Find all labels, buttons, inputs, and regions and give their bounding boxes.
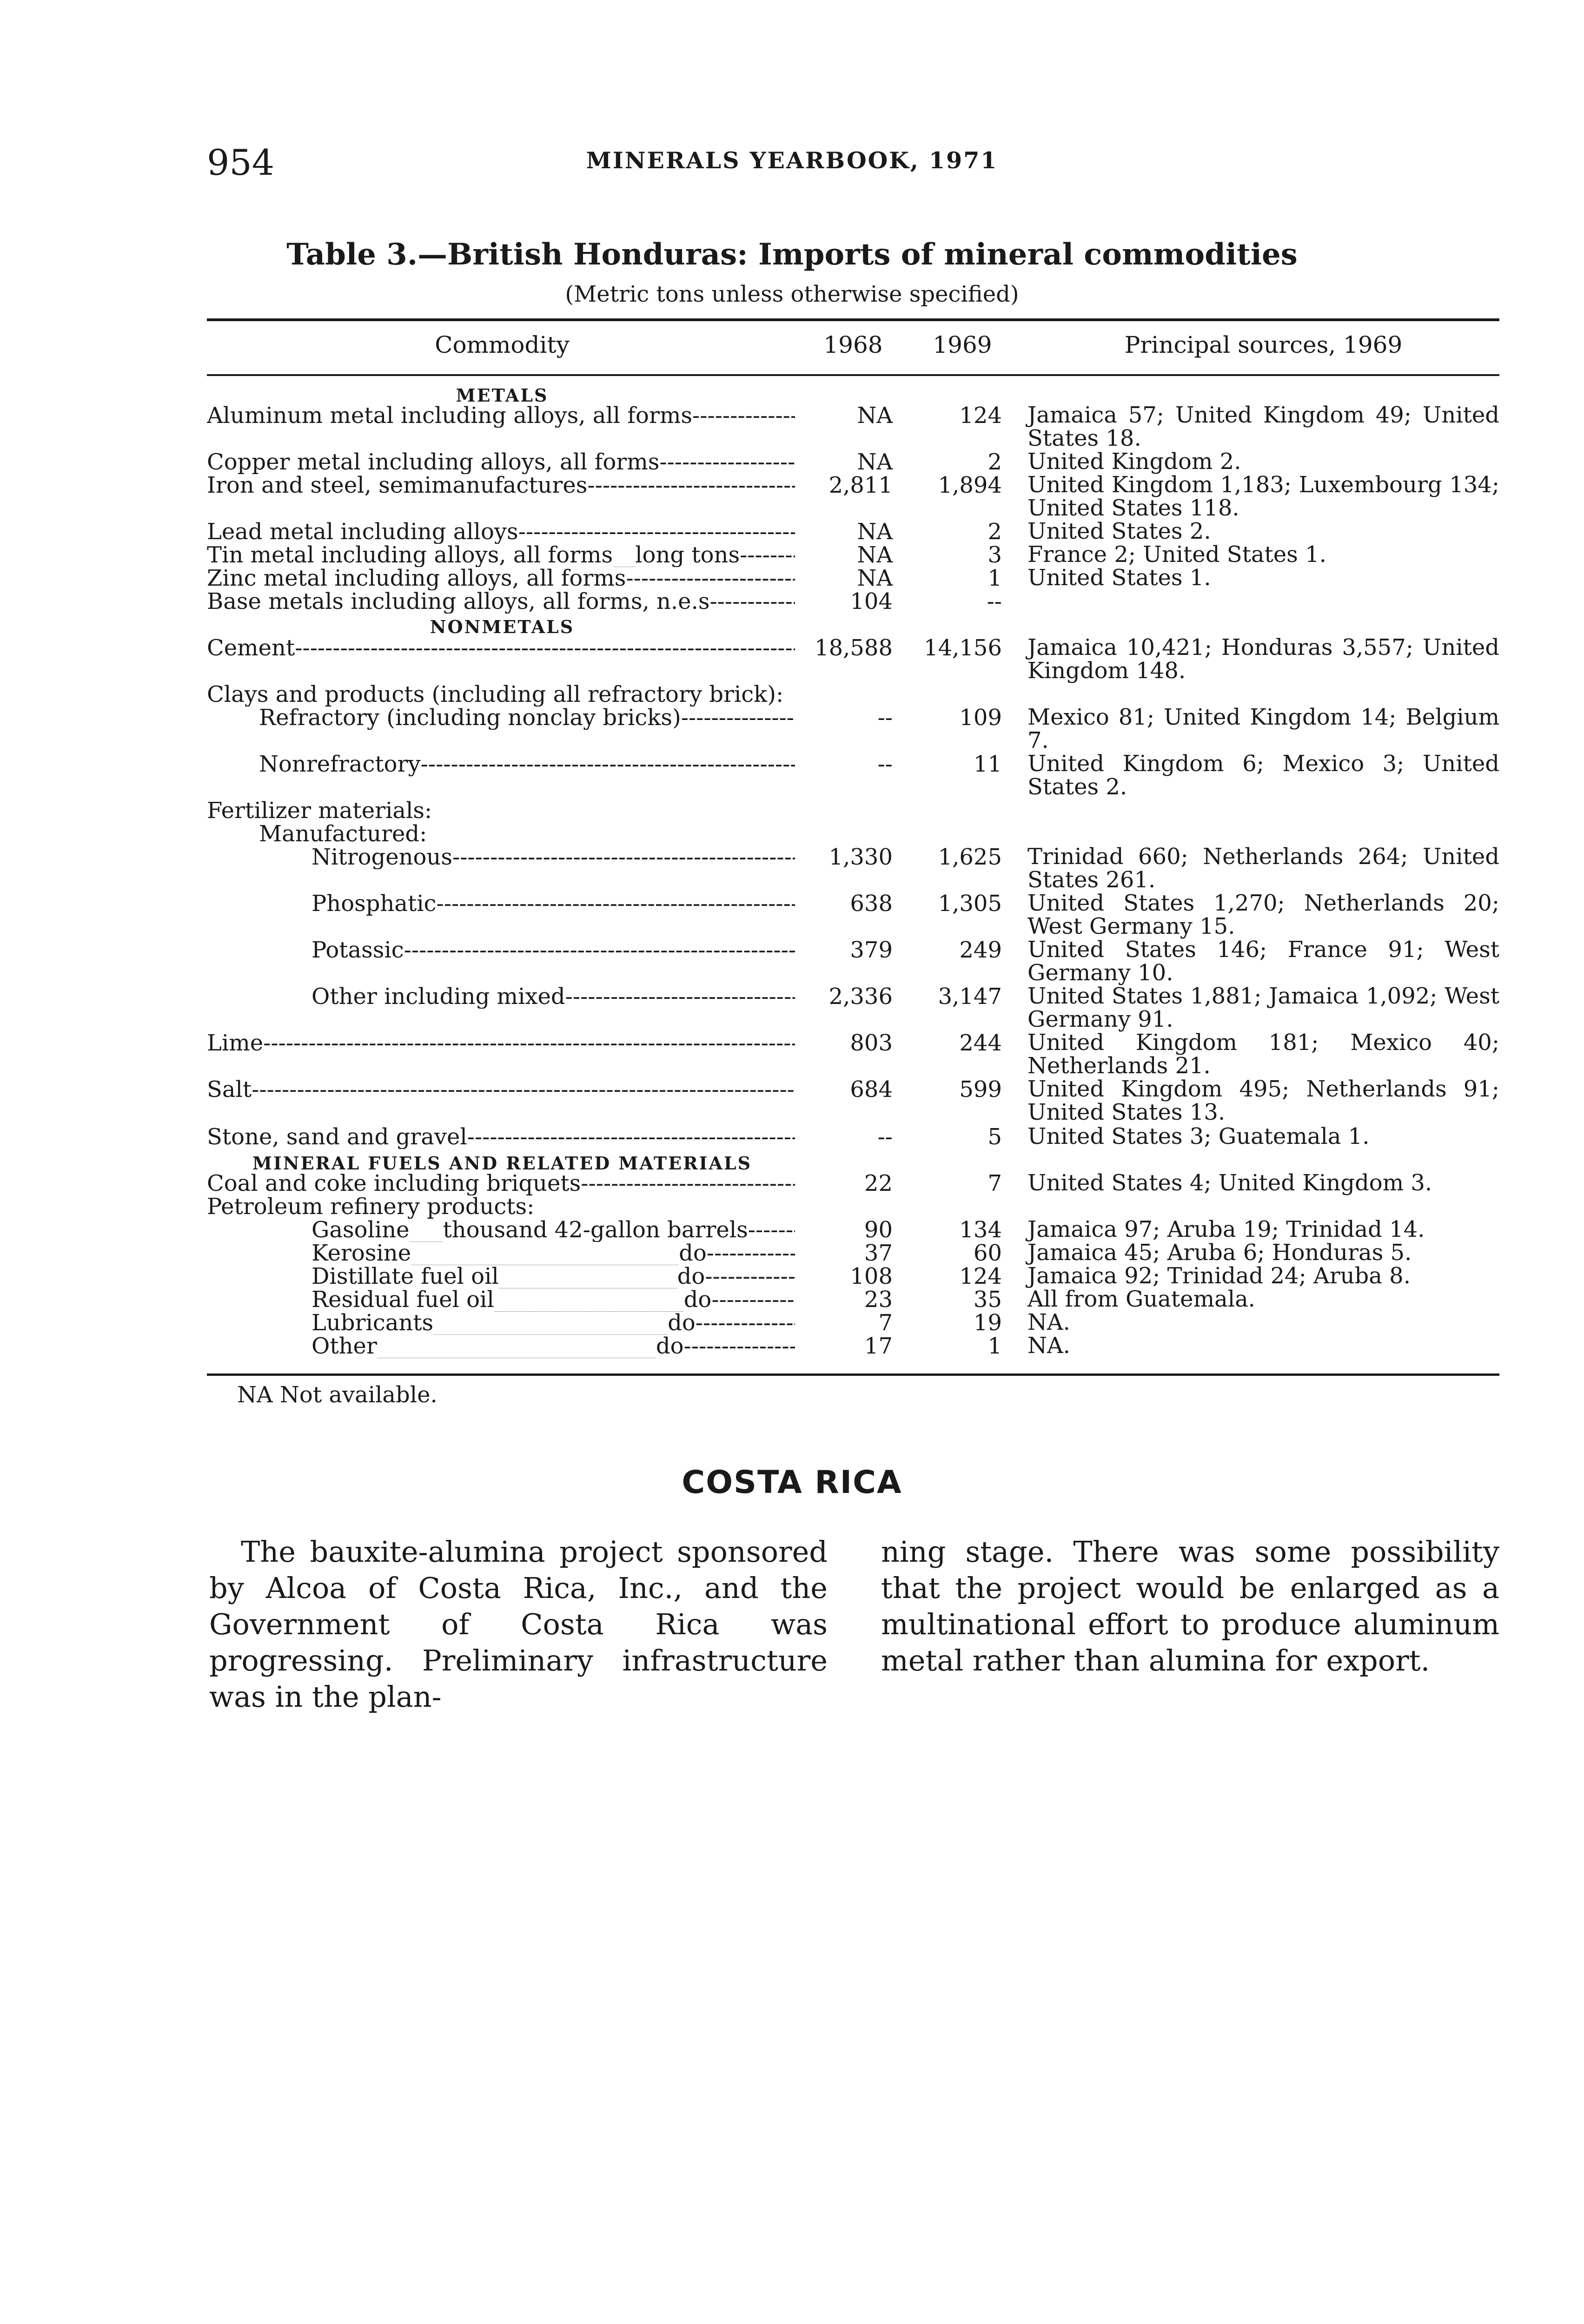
value-1969: 1,625 [938,844,1002,870]
category-mineral-fuels: MINERAL FUELS AND RELATED MATERIALS [252,1153,752,1174]
table-row [207,799,1499,823]
value-1969: 1 [988,565,1002,591]
value-1968: 23 [864,1287,893,1313]
table-row [207,1334,1499,1358]
commodity-label: Cement [207,636,295,660]
value-1968: NA [857,565,893,591]
table-row [207,1030,1499,1079]
table-row [207,682,1499,706]
body-paragraph-right: ning stage. There was some possibility that the project would be enlarged as a multinational effort to produce aluminum metal rather than alumina for export. [881,1535,1499,1677]
table-row [207,450,1499,474]
table-row [207,822,1499,846]
commodity-label: Base metals including alloys, all forms, n.e.s [207,589,710,614]
commodity-label: Gasoline___thousand 42-gallon barrels [311,1218,748,1242]
commodity-label: Tin metal including alloys, all forms__long tons [207,543,740,567]
commodity-label: Petroleum refinery products: [207,1195,535,1219]
value-1969: 109 [959,705,1002,731]
table-row [207,1287,1499,1312]
value-1969: 7 [988,1170,1002,1196]
table-row [207,402,1499,451]
principal-sources: United States 1. [1027,565,1211,591]
column-header-commodity: Commodity [435,331,570,358]
value-1969: 35 [973,1287,1002,1313]
principal-sources: France 2; United States 1. [1027,541,1326,568]
commodity-label: Phosphatic [311,891,437,916]
commodity-label: Refractory (including nonclay bricks) [259,706,681,730]
principal-sources: United States 3; Guatemala 1. [1027,1123,1370,1149]
table-row [207,890,1499,939]
table-subtitle: (Metric tons unless otherwise specified) [565,281,1019,307]
table-row [207,543,1499,567]
table-header-rule [207,374,1499,376]
value-1968: -- [877,751,893,777]
value-1968: 803 [850,1030,893,1056]
value-1968: 2,811 [828,472,893,498]
value-1969: 14,156 [924,635,1002,661]
commodity-label: Aluminum metal including alloys, all forms [207,403,693,428]
value-1968: 18,588 [815,635,893,661]
value-1968: NA [857,403,893,429]
value-1969: 1 [988,1333,1002,1359]
value-1969: 3 [988,542,1002,568]
value-1969: 124 [959,403,1002,429]
value-1968: 684 [850,1076,893,1103]
table-row [207,1264,1499,1288]
table-row [207,634,1499,684]
value-1968: 1,330 [828,844,893,870]
commodity-label: Distillate fuel oil________________do [311,1264,705,1288]
value-1968: 7 [878,1310,893,1336]
category-metals: METALS [456,385,549,406]
principal-sources: Jamaica 57; United Kingdom 49; United States 18. [1027,402,1499,451]
principal-sources: United Kingdom 181; Mexico 40; Netherlands 21. [1027,1030,1499,1079]
value-1968: 37 [864,1240,893,1266]
commodity-label: Copper metal including alloys, all forms [207,450,660,474]
value-1968: 90 [864,1217,893,1243]
value-1968: 2,336 [828,984,893,1010]
table-title: Table 3.—British Honduras: Imports of mineral commodities [286,237,1298,272]
principal-sources: United States 4; United Kingdom 3. [1027,1170,1432,1196]
commodity-label: Other_________________________do [311,1334,684,1358]
value-1969: 599 [959,1076,1002,1103]
principal-sources: Jamaica 92; Trinidad 24; Aruba 8. [1027,1263,1411,1289]
value-1969: 1,305 [938,891,1002,917]
table-row [207,472,1499,521]
value-1969: 2 [988,449,1002,475]
commodity-label: Nitrogenous [311,845,452,869]
commodity-label: Potassic [311,938,404,962]
value-1969: 249 [959,937,1002,963]
value-1968: 22 [864,1170,893,1196]
running-head: MINERALS YEARBOOK, 1971 [586,147,998,174]
value-1968: NA [857,542,893,568]
commodity-label: Lead metal including alloys [207,520,518,544]
commodity-label: Nonrefractory [259,752,421,776]
value-1969: 1,894 [938,472,1002,498]
column-header-1968: 1968 [823,331,883,358]
commodity-label: Kerosine________________________do [311,1241,707,1265]
table-bottom-rule [207,1373,1499,1376]
value-1969: 2 [988,519,1002,545]
value-1968: NA [857,519,893,545]
principal-sources: United Kingdom 6; Mexico 3; United States 2. [1027,751,1499,800]
table-row [207,589,1499,614]
principal-sources: United Kingdom 495; Netherlands 91; United States 13. [1027,1076,1499,1125]
table-footnote: NA Not available. [237,1382,437,1408]
table-row [207,520,1499,544]
principal-sources: United States 146; France 91; West Germany 10. [1027,937,1499,986]
principal-sources: United States 1,881; Jamaica 1,092; West Germany 91. [1027,983,1499,1032]
principal-sources: United States 1,270; Netherlands 20; West Germany 15. [1027,890,1499,939]
table-row [207,1311,1499,1335]
principal-sources: United States 2. [1027,518,1211,544]
commodity-label: Salt [207,1077,252,1102]
principal-sources: United Kingdom 2. [1027,449,1241,475]
value-1968: 108 [850,1263,893,1289]
table-row [207,1125,1499,1149]
principal-sources: Trinidad 660; Netherlands 264; United States 261. [1027,844,1499,893]
table-row [207,1195,1499,1219]
value-1968: -- [877,705,893,731]
value-1968: -- [877,1124,893,1150]
value-1969: 3,147 [938,984,1002,1010]
table-row [207,1241,1499,1265]
commodity-label: Iron and steel, semimanufactures [207,473,588,497]
value-1969: 60 [973,1240,1002,1266]
table-row [207,1218,1499,1242]
value-1968: NA [857,449,893,475]
value-1969: 11 [973,751,1002,777]
commodity-label: Other including mixed [311,984,565,1009]
column-header-1969: 1969 [933,331,992,358]
column-header-sources: Principal sources, 1969 [1124,331,1403,358]
commodity-label: Fertilizer materials: [207,799,432,823]
commodity-label: Zinc metal including alloys, all forms [207,566,626,590]
principal-sources: United Kingdom 1,183; Luxembourg 134; United States 118. [1027,472,1499,521]
commodity-label: Clays and products (including all refractory brick): [207,682,784,706]
page-number: 954 [207,142,275,183]
table-row [207,1076,1499,1125]
value-1969: 244 [959,1030,1002,1056]
commodity-label: Stone, sand and gravel [207,1125,467,1149]
value-1968: 379 [850,937,893,963]
table-top-rule [207,318,1499,321]
principal-sources: Jamaica 97; Aruba 19; Trinidad 14. [1027,1216,1425,1242]
principal-sources: All from Guatemala. [1027,1286,1255,1312]
category-nonmetals: NONMETALS [430,616,575,637]
body-paragraph-left: The bauxite-alumina project sponsored by Alcoa of Costa Rica, Inc., and the Government of Costa Rica was progressing. Preliminary infrastructure was in the plan- [209,1535,828,1714]
value-1969: -- [987,588,1002,614]
table-row [207,844,1499,893]
value-1968: 17 [864,1333,893,1359]
value-1969: 124 [959,1263,1002,1289]
value-1968: 638 [850,891,893,917]
principal-sources: Jamaica 10,421; Honduras 3,557; United Kingdom 148. [1027,634,1499,684]
section-title: COSTA RICA [682,1464,902,1501]
table-row [207,704,1499,753]
commodity-label: Lubricants_____________________do [311,1311,696,1335]
table-row [207,937,1499,986]
commodity-label: Lime [207,1031,264,1055]
value-1969: 5 [988,1124,1002,1150]
principal-sources: NA. [1027,1309,1070,1335]
table-row [207,1171,1499,1195]
value-1969: 19 [973,1310,1002,1336]
commodity-label: Residual fuel oil_________________do [311,1287,712,1312]
value-1969: 134 [959,1217,1002,1243]
table-row [207,751,1499,800]
table-row [207,566,1499,590]
principal-sources: Mexico 81; United Kingdom 14; Belgium 7. [1027,704,1499,753]
commodity-label: Coal and coke including briquets [207,1171,581,1195]
commodity-label: Manufactured: [259,822,427,846]
value-1968: 104 [850,588,893,614]
principal-sources: Jamaica 45; Aruba 6; Honduras 5. [1027,1240,1412,1266]
table-row [207,983,1499,1032]
principal-sources: NA. [1027,1333,1070,1359]
